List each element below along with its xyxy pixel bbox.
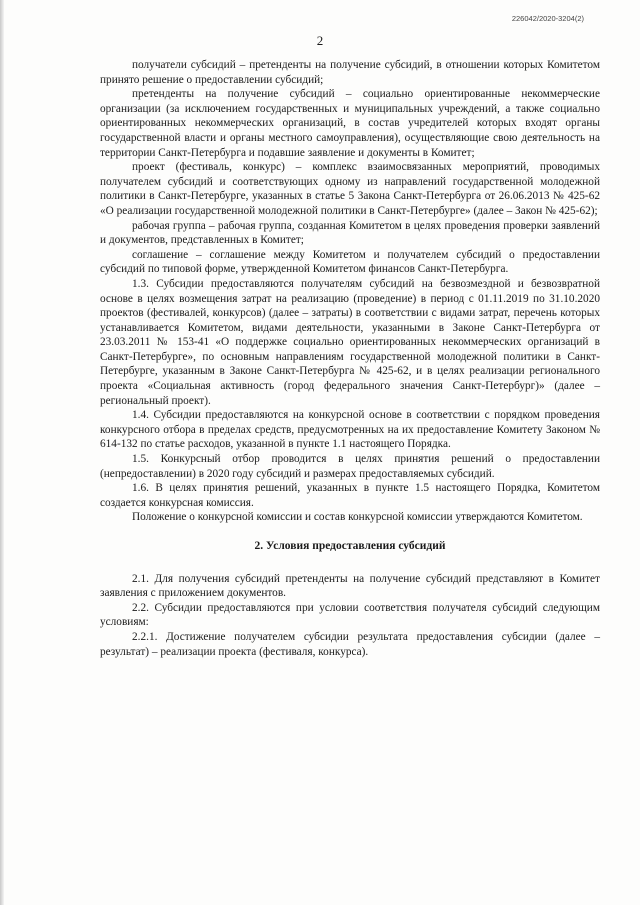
paragraph-agreement: соглашение – соглашение между Комитетом и получателем субсидий о предоставлении субсидий по типовой форме, утвержденной Комитетом финансов Санкт-Петербурга. — [100, 248, 600, 276]
page-number: 2 — [316, 33, 324, 48]
paragraph-1-5: 1.5. Конкурсный отбор проводится в целях принятия решений о предоставлении (непредоставлении) в 2020 году субсидий и размерах предоставляемых субсидий. — [100, 453, 600, 480]
document-body — [100, 58, 600, 659]
paragraph-applicants: претенденты на получение субсидий – социально ориентированные некоммерческие организации (за исключением государственных и муниципальных учреждений, а также социально ориентированных некоммерческих организаций, в состав учредителей которых входят органы государственной власти и органы местного самоуправления), осуществляющие свою деятельность на территории Санкт-Петербурга и подавшие заявление и документы в Комитет; — [100, 88, 600, 159]
document-id: 226042/2020-3204(2) — [511, 14, 584, 23]
paragraph-working-group: рабочая группа – рабочая группа, созданная Комитетом в целях проведения проверки заявлений и документов, представленных в Комитет; — [100, 219, 600, 247]
paragraph-commission-regulation: Положение о конкурсной комиссии и состав конкурсной комиссии утверждаются Комитетом. — [132, 511, 583, 524]
paragraph-project: проект (фестиваль, конкурс) – комплекс взаимосвязанных мероприятий, проводимых получателем субсидий и соответствующих одному из направлений государственной молодежной политики в Санкт-Петербурге, указанных в статье 5 Закона Санкт-Петербурга от 26.06.2013 № 425-62 «О реализации государственной молодежной политики в Санкт-Петербурге» (далее – Закон № 425-62); — [100, 161, 600, 217]
paragraph-1-6: 1.6. В целях принятия решений, указанных в пункте 1.5 настоящего Порядка, Комитетом создается конкурсная комиссия. — [100, 482, 600, 509]
paragraph-2-2-1: 2.2.1. Достижение получателем субсидии результата предоставления субсидии (далее – результат) – реализации проекта (фестиваля, конкурса). — [100, 630, 600, 658]
paragraph-1-3: 1.3. Субсидии предоставляются получателям субсидий на безвозмездной и безвозвратной основе в целях возмещения затрат на реализацию (проведение) в период с 01.11.2019 по 31.10.2020 проектов (фестивалей, конкурсов) (далее – затраты) в соответствии с видами затрат, перечень которых устанавливается Комитетом, видами деятельности, указанными в Законе Санкт-Петербурга от 23.03.2011 № 153-41 «О поддержке социально ориентированных некоммерческих организаций в Санкт-Петербурге», по основным направлениям государственной молодежной политики в Санкт-Петербурге, указанным в Законе Санкт-Петербурга № 425-62, и в целях реализации регионального проекта «Социальная активность (город федерального значения Санкт-Петербург)» (далее – региональный проект). — [100, 277, 600, 407]
scan-edge — [0, 0, 4, 905]
paragraph-2-2: 2.2. Субсидии предоставляются при условии соответствия получателя субсидий следующим условиям: — [100, 601, 600, 629]
section-heading: 2. Условия предоставления субсидий — [254, 540, 446, 552]
paragraph-1-4: 1.4. Субсидии предоставляются на конкурсной основе в соответствии с порядком проведения конкурсного отбора в пределах средств, предусмотренных на их предоставление Комитету Законом № 614-132 по статье расходов, указанной в пункте 1.1 настоящего Порядка. — [100, 409, 600, 451]
paragraph-2-1: 2.1. Для получения субсидий претенденты на получение субсидий представляют в Комитет заявления с приложением документов. — [100, 572, 600, 600]
paragraph-recipients: получатели субсидий – претенденты на получение субсидий, в отношении которых Комитетом принято решение о предоставлении субсидий; — [100, 59, 600, 86]
